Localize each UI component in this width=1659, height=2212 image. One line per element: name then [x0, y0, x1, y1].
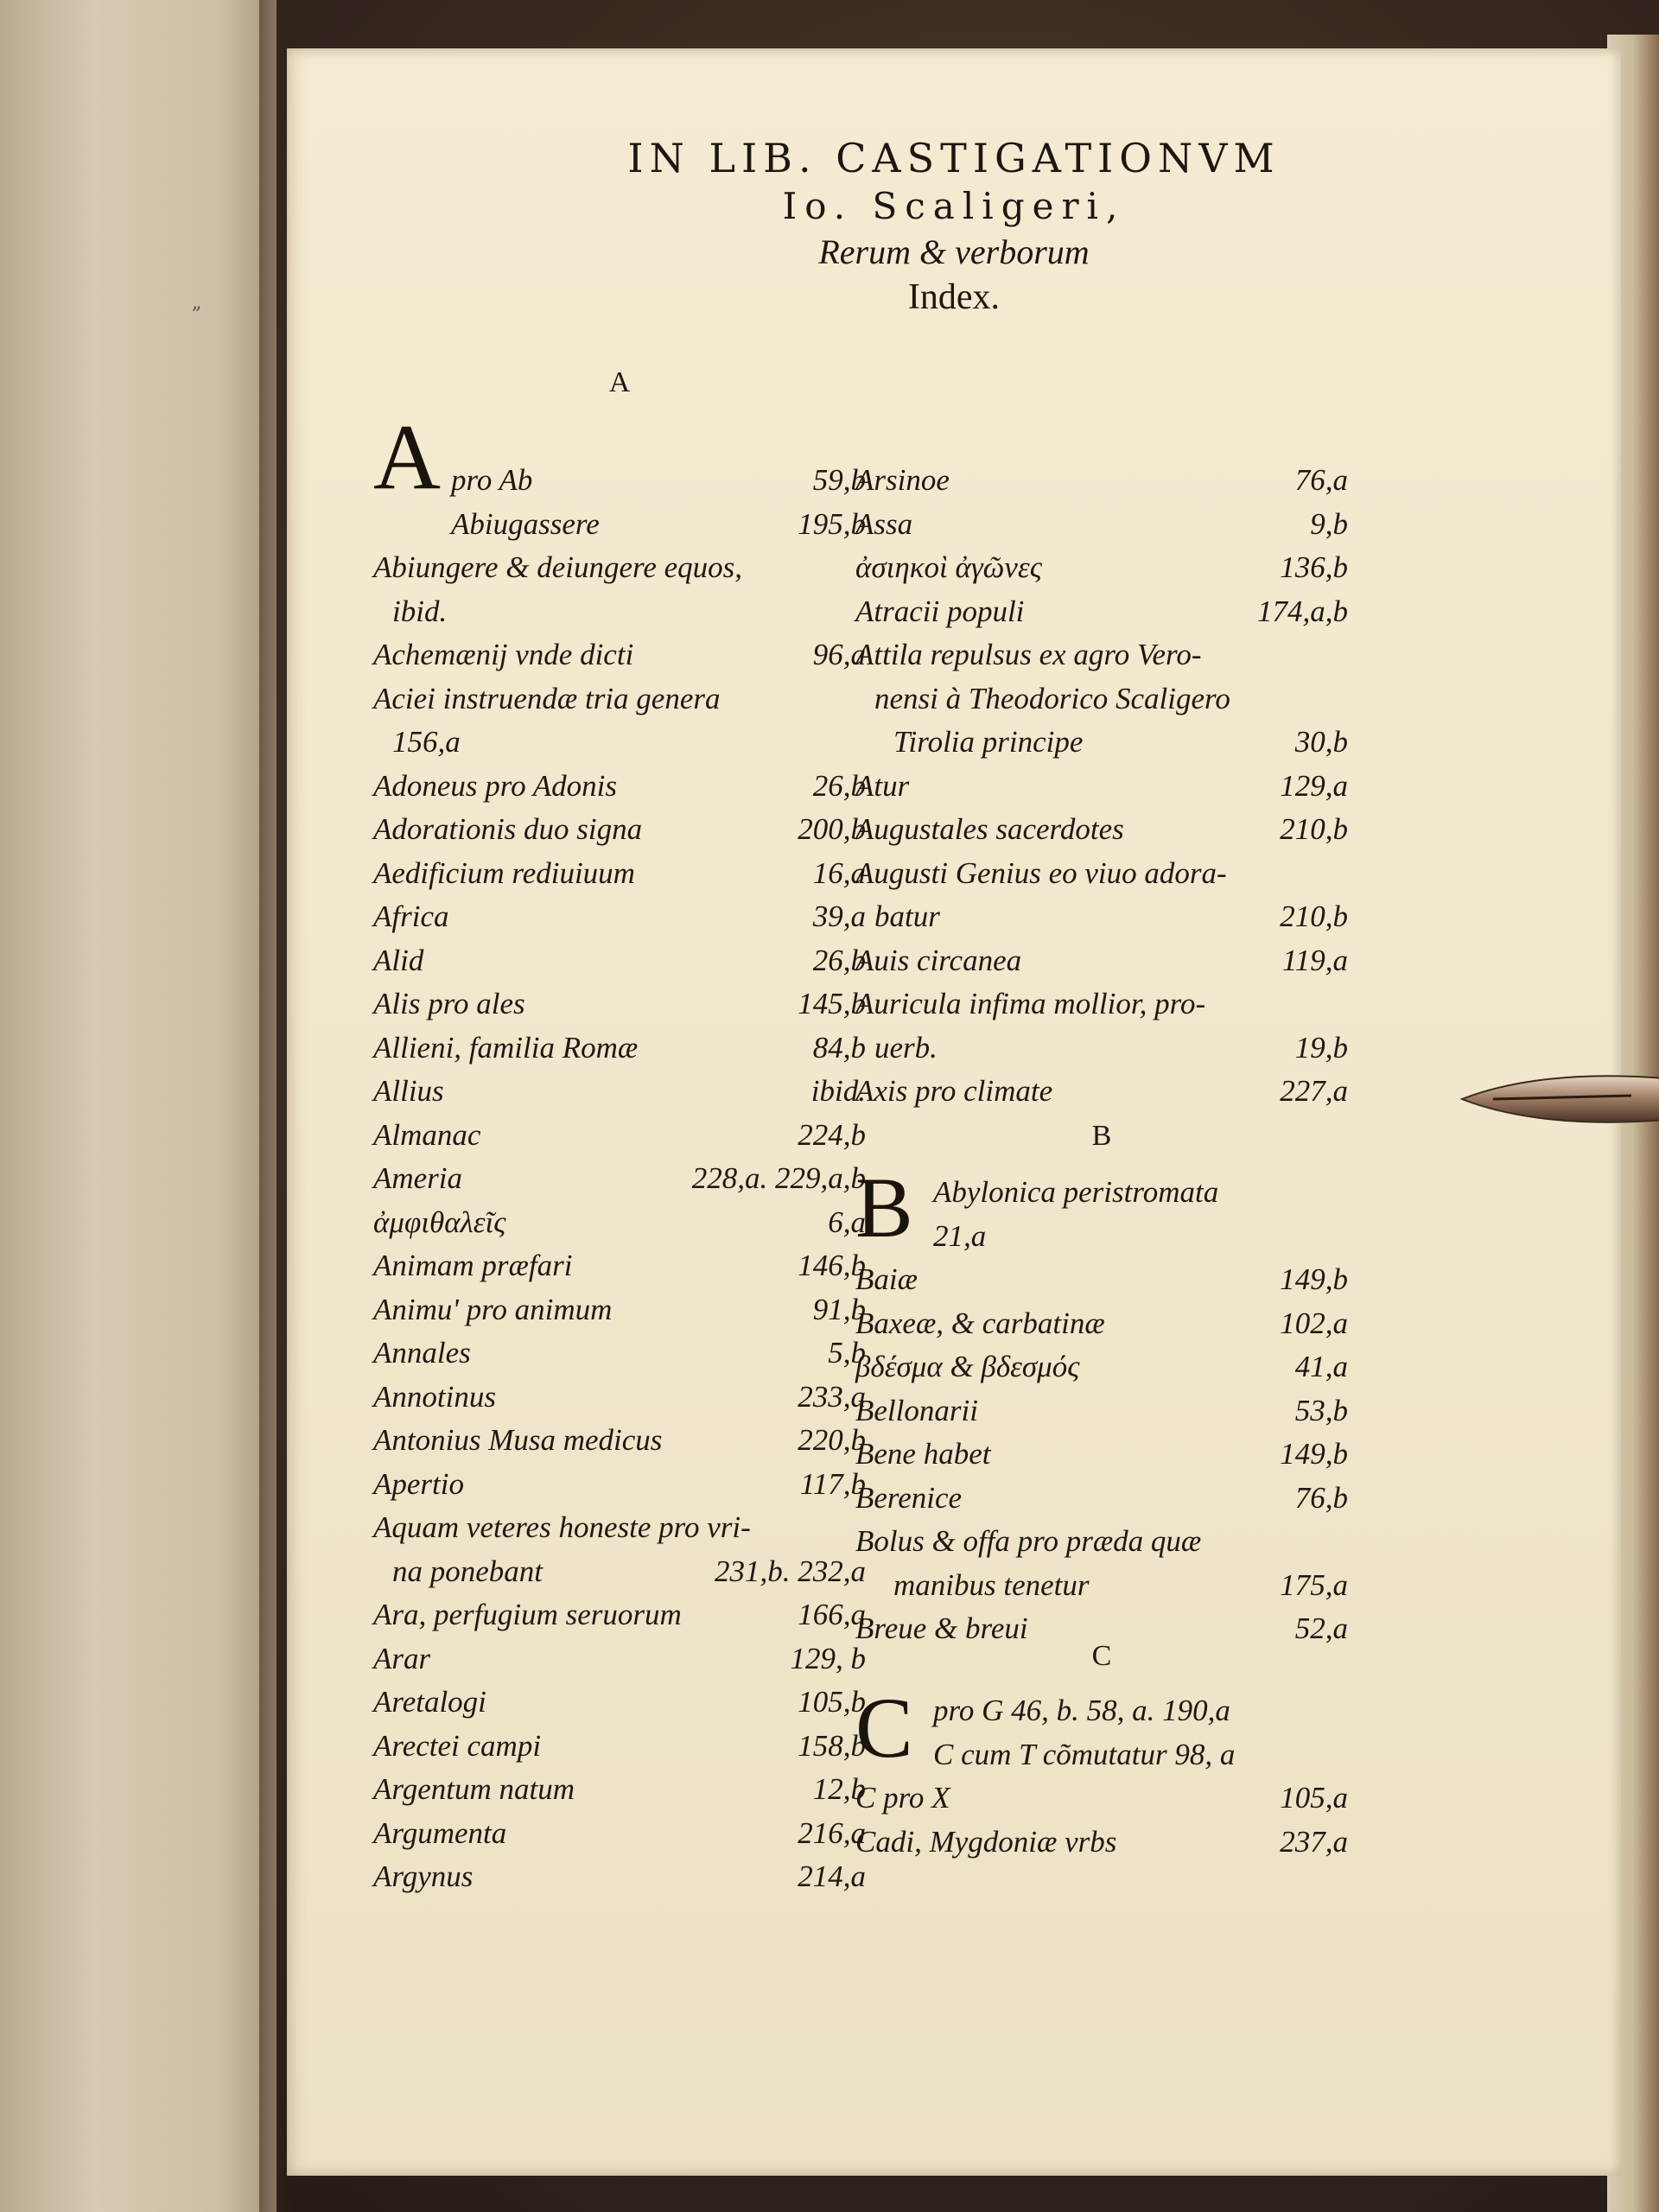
index-entry	[373, 1158, 866, 1199]
entry-page: 174,a,b	[1257, 594, 1348, 628]
entry-term: pro G 46, b. 58, a. 190,a	[933, 1694, 1230, 1727]
entry-term: Argentum natum	[373, 1772, 575, 1806]
entry-page: 105,a	[1280, 1781, 1348, 1815]
index-entry	[373, 1681, 866, 1723]
entry-term: βδέσμα & βδεσμός	[855, 1350, 1080, 1383]
entry-term: Argumenta	[373, 1815, 507, 1850]
index-entry	[855, 1390, 1348, 1432]
entry-page: 19,b	[1294, 1030, 1348, 1065]
index-entry	[373, 504, 866, 545]
index-entry	[373, 1813, 866, 1854]
title-line-2: Io. Scaligeri,	[782, 185, 1126, 227]
entry-page: 210,b	[1280, 812, 1348, 846]
index-entry	[373, 1420, 866, 1461]
index-entry	[373, 1332, 866, 1374]
entry-term: Augustales sacerdotes	[855, 812, 1124, 846]
index-entry	[855, 1216, 1348, 1257]
entry-page: 102,a	[1280, 1306, 1348, 1340]
right-column	[855, 48, 1348, 1949]
entry-page: 149,b	[1280, 1437, 1348, 1471]
entry-page: 166,a	[798, 1598, 866, 1631]
entry-page: 158,b	[798, 1728, 866, 1763]
index-entry	[373, 1856, 866, 1897]
drop-capital-b: B	[855, 1160, 913, 1255]
entry-term: Abiungere & deiungere equos,	[373, 550, 743, 584]
entry-page: 233,a	[798, 1379, 866, 1414]
entry-term: C cum T cõmutatur 98, a	[933, 1737, 1236, 1771]
index-entry	[855, 940, 1348, 982]
index-entry	[373, 1769, 866, 1810]
index-page	[287, 48, 1621, 2176]
entry-term: na ponebant	[392, 1554, 543, 1588]
entry-page: 96,a	[812, 638, 866, 671]
index-entry	[855, 853, 1348, 894]
entry-term: Animu' pro animum	[373, 1292, 613, 1326]
entry-page: 129, b	[790, 1641, 866, 1675]
entry-term: ibid.	[392, 594, 448, 628]
entry-term: Adoneus pro Adonis	[373, 768, 617, 803]
index-entry	[373, 1507, 866, 1548]
index-entry	[373, 1027, 866, 1069]
entry-term: Bene habet	[855, 1437, 991, 1471]
index-entry	[373, 1376, 866, 1418]
entry-page: 9,b	[1310, 506, 1348, 541]
index-entry	[373, 591, 866, 632]
index-entry	[855, 766, 1348, 807]
index-entry	[855, 634, 1348, 676]
entry-page: 149,b	[1280, 1262, 1348, 1296]
index-entry	[855, 1259, 1348, 1300]
index-entry	[373, 634, 866, 676]
entry-page: 5,b	[828, 1336, 866, 1370]
index-entry	[855, 1172, 1348, 1213]
index-entry	[373, 1551, 866, 1592]
entry-page: 84,b	[812, 1030, 866, 1065]
entry-term: Atur	[855, 768, 910, 803]
entry-page: 105,b	[798, 1685, 866, 1719]
entry-term: Atracii populi	[855, 594, 1025, 628]
entry-term: manibus tenetur	[893, 1567, 1090, 1602]
index-entry	[373, 460, 866, 501]
entry-term: Tirolia principe	[893, 725, 1084, 759]
entry-page: 210,b	[1280, 899, 1348, 933]
index-entry	[373, 853, 866, 894]
entry-page: 26,b	[812, 943, 866, 977]
entry-page: 26,b	[812, 768, 866, 803]
index-entry	[855, 1777, 1348, 1819]
entry-page: 195,b	[798, 506, 866, 541]
index-entry	[373, 1726, 866, 1767]
entry-term: Breue & breui	[855, 1611, 1028, 1645]
index-entry	[855, 678, 1348, 720]
left-column	[373, 48, 866, 1949]
entry-term: Abiugassere	[451, 506, 600, 541]
drop-capital-a: A	[373, 406, 441, 509]
entry-page: 214,a	[798, 1859, 866, 1893]
entry-page: 117,b	[799, 1466, 866, 1501]
entry-page: ibid.	[810, 1074, 866, 1108]
index-entry	[373, 940, 866, 982]
entry-term: 21,a	[933, 1218, 987, 1253]
entry-term: Cadi, Mygdoniæ vrbs	[855, 1824, 1117, 1859]
entry-term: Berenice	[855, 1480, 963, 1515]
index-entry	[373, 896, 866, 938]
index-entry	[855, 1521, 1348, 1562]
entry-term: Animam præfari	[373, 1249, 573, 1282]
index-entry	[855, 547, 1348, 588]
section-heading-c: C	[1091, 1640, 1112, 1672]
entry-page: 59,b	[812, 463, 866, 497]
index-entry	[373, 1638, 866, 1680]
entry-page: 91,b	[812, 1292, 866, 1326]
entry-page: 136,b	[1280, 550, 1348, 584]
entry-term: Arectei campi	[373, 1728, 542, 1763]
entry-page: 53,b	[1294, 1393, 1348, 1427]
index-entry	[373, 678, 866, 720]
index-entry	[373, 1202, 866, 1243]
entry-term: Auis circanea	[855, 943, 1022, 977]
entry-term: Baiæ	[855, 1262, 918, 1296]
index-entry	[373, 1464, 866, 1505]
entry-term: Abylonica peristromata	[933, 1175, 1219, 1209]
entry-page: 145,b	[798, 987, 866, 1020]
entry-page: 129,a	[1280, 768, 1348, 803]
entry-page: 76,b	[1294, 1480, 1348, 1515]
index-entry	[855, 896, 1348, 938]
entry-page: 231,b. 232,a	[715, 1554, 866, 1588]
entry-term: Achemænij vnde dicti	[373, 638, 634, 671]
index-entry	[373, 547, 866, 588]
entry-page: 175,a	[1280, 1567, 1348, 1602]
index-entry	[855, 504, 1348, 545]
entry-term: Almanac	[373, 1117, 481, 1152]
entry-page: 41,a	[1294, 1350, 1348, 1383]
entry-term: uerb.	[874, 1030, 938, 1065]
ink-mark: „	[192, 292, 206, 314]
entry-page: 52,a	[1294, 1611, 1348, 1645]
index-entry	[373, 1245, 866, 1287]
index-entry	[373, 983, 866, 1025]
entry-page: 39,a	[812, 899, 866, 933]
index-entry	[855, 1690, 1348, 1732]
section-heading-b: B	[1091, 1120, 1112, 1152]
entry-term: Annales	[373, 1336, 471, 1370]
pen-nib	[1459, 1065, 1659, 1134]
index-entry	[855, 460, 1348, 501]
entry-term: C pro X	[855, 1781, 950, 1815]
index-entry	[855, 591, 1348, 632]
index-entry	[855, 721, 1348, 763]
entry-term: Arar	[373, 1641, 431, 1675]
title-line-3: Rerum & verborum	[818, 232, 1090, 271]
entry-term: Aquam veteres honeste pro vri-	[373, 1510, 751, 1544]
index-entry	[855, 1027, 1348, 1069]
entry-page: 200,b	[798, 812, 866, 846]
entry-term: Argynus	[373, 1859, 474, 1893]
entry-page: 30,b	[1294, 725, 1348, 759]
entry-term: Alid	[373, 943, 424, 977]
index-entry	[855, 983, 1348, 1025]
entry-term: Apertio	[373, 1466, 464, 1501]
entry-term: ἀμφιθαλεῖς	[373, 1205, 506, 1239]
index-entry	[855, 1734, 1348, 1776]
entry-term: Auricula infima mollior, pro-	[855, 987, 1206, 1020]
entry-term: batur	[874, 899, 940, 933]
entry-term: Augusti Genius eo viuo adora-	[855, 855, 1227, 890]
entry-term: Aciei instruendæ tria genera	[373, 681, 721, 715]
index-entry	[855, 1478, 1348, 1519]
entry-page: 146,b	[798, 1249, 866, 1282]
entry-term: Ameria	[373, 1161, 463, 1195]
entry-term: Assa	[855, 506, 913, 541]
entry-page: 6,a	[828, 1205, 866, 1239]
entry-term: pro Ab	[451, 463, 533, 497]
index-entry	[373, 1115, 866, 1156]
index-entry	[855, 1821, 1348, 1863]
index-entry	[855, 1346, 1348, 1388]
drop-capital-c: C	[855, 1680, 913, 1776]
entry-page: 12,b	[812, 1772, 866, 1806]
entry-term: Aretalogi	[373, 1685, 486, 1719]
entry-term: Aedificium rediuiuum	[373, 855, 635, 890]
entry-term: Bolus & offa pro præda quæ	[855, 1524, 1202, 1558]
index-entry	[855, 1433, 1348, 1475]
entry-page: 227,a	[1280, 1074, 1348, 1108]
entry-term: Alis pro ales	[373, 987, 525, 1020]
entry-term: Africa	[373, 899, 449, 933]
index-entry	[855, 809, 1348, 850]
entry-term: Axis pro climate	[855, 1074, 1053, 1108]
index-entry	[855, 1565, 1348, 1606]
entry-term: Annotinus	[373, 1379, 496, 1414]
entry-term: Attila repulsus ex agro Vero-	[855, 638, 1202, 671]
entry-term: Antonius Musa medicus	[373, 1423, 663, 1457]
title-line-4: Index.	[907, 277, 1001, 317]
entry-term: Ara, perfugium seruorum	[373, 1598, 682, 1631]
entry-term: Baxeæ, & carbatinæ	[855, 1306, 1105, 1340]
entry-term: Allieni, familia Romæ	[373, 1030, 639, 1065]
index-entry	[373, 1594, 866, 1636]
entry-term: Arsinoe	[855, 463, 950, 497]
index-entry	[373, 1071, 866, 1112]
entry-term: Allius	[373, 1074, 444, 1108]
entry-term: ἀσιηκοὶ ἀγῶνες	[855, 550, 1042, 584]
entry-term: 156,a	[392, 725, 461, 759]
entry-term: Adorationis duo signa	[373, 812, 643, 846]
entry-page: 76,a	[1294, 463, 1348, 497]
title-line-1: IN LIB. CASTIGATIONVM	[627, 135, 1281, 181]
left-page	[0, 0, 276, 2212]
entry-page: 237,a	[1280, 1824, 1348, 1859]
entry-page: 228,a. 229,a,b	[691, 1161, 866, 1195]
index-entry	[373, 809, 866, 850]
index-entry	[373, 721, 866, 763]
index-entry	[373, 1289, 866, 1331]
entry-page: 16,a	[812, 855, 866, 890]
entry-page: 220,b	[798, 1423, 866, 1457]
entry-page: 224,b	[798, 1117, 866, 1152]
section-heading-a: A	[608, 366, 631, 398]
entry-page: 216,a	[798, 1815, 866, 1850]
index-entry	[855, 1071, 1348, 1112]
entry-term: Bellonarii	[855, 1393, 978, 1427]
entry-term: nensi à Theodorico Scaligero	[874, 681, 1230, 715]
index-entry	[373, 766, 866, 807]
index-entry	[855, 1303, 1348, 1344]
entry-page: 119,a	[1281, 943, 1348, 977]
